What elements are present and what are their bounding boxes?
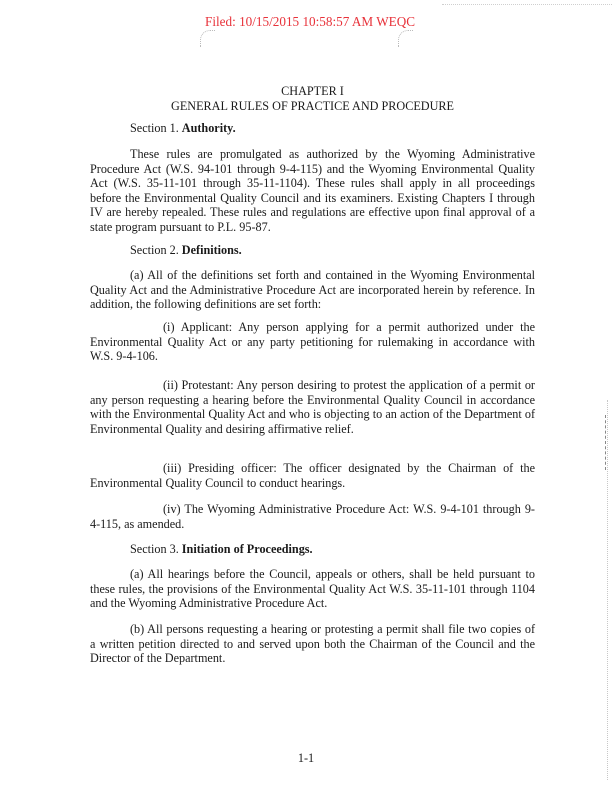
section-number: Section 1.: [130, 121, 179, 135]
paragraph: (iii) Presiding officer: The officer designated by the Chairman of the Environmental Quality Council to conduct hearings.: [90, 461, 535, 490]
scan-edge-right: [606, 400, 608, 780]
scan-edge-mark: [604, 415, 606, 470]
chapter-title: GENERAL RULES OF PRACTICE AND PROCEDURE: [171, 99, 454, 113]
section-heading: [130, 121, 236, 136]
stamp-mark-right: [398, 30, 413, 47]
section-heading: [130, 243, 242, 258]
chapter-number: CHAPTER I: [281, 84, 344, 98]
section-number: Section 2.: [130, 243, 179, 257]
section-heading: [130, 542, 313, 557]
filed-stamp: Filed: 10/15/2015 10:58:57 AM WEQC: [205, 14, 416, 29]
paragraph: (ii) Protestant: Any person desiring to protest the application of a permit or any person requesting a hearing before the Environmental Quality Council in accordance with the Environmental Quality Act and who is objecting to an action of the Department of Environmental Quality and desiring affirmative relief.: [90, 378, 535, 436]
paragraph: (a) All of the definitions set forth and contained in the Wyoming Environmental Quality Act and the Administrative Procedure Act are incorporated herein by reference. In addition, the following definitions are set forth:: [90, 268, 535, 312]
section-name: Authority.: [181, 121, 236, 135]
section-number: Section 3.: [130, 542, 179, 556]
paragraph: (a) All hearings before the Council, appeals or others, shall be held pursuant to these rules, the provisions of the Environmental Quality Act W.S. 35-11-101 through 1104 and the Wyoming Administrative Procedure Act.: [90, 567, 535, 611]
paragraph: (i) Applicant: Any person applying for a permit authorized under the Environmental Quality Act or any party petitioning for rulemaking in accordance with W.S. 9-4-106.: [90, 320, 535, 364]
paragraph: These rules are promulgated as authorized by the Wyoming Administrative Procedure Act (W.S. 94-101 through 9-4-115) and the Wyoming Environmental Quality Act (W.S. 35-11-101 through 35-11-1104). These rules shall apply in all proceedings before the Environmental Quality Council and its examiners. Existing Chapters I through IV are hereby repealed. These rules and regulations are effective upon final approval of a state program pursuant to P.L. 95-87.: [90, 147, 535, 234]
section-name: Definitions.: [181, 243, 242, 257]
page-number: 1-1: [297, 751, 315, 765]
scan-edge-top: [442, 4, 612, 5]
paragraph: (b) All persons requesting a hearing or protesting a permit shall file two copies of a written petition directed to and served upon both the Chairman of the Council and the Director of the Department.: [90, 622, 535, 666]
paragraph: (iv) The Wyoming Administrative Procedure Act: W.S. 9-4-101 through 9-4-115, as amended.: [90, 502, 535, 531]
section-name: Initiation of Proceedings.: [181, 542, 313, 556]
stamp-mark-left: [200, 30, 215, 47]
